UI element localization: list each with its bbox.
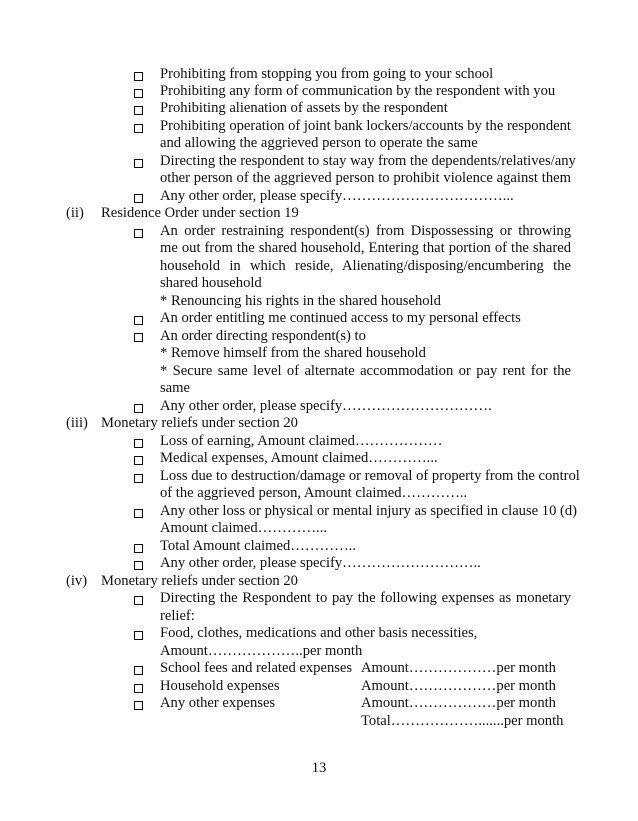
list-item-continued: household in which reside, Alienating/disposing/encumbering the [160,258,571,274]
list-item-continued: * Secure same level of alternate accommodation or pay rent for the [160,363,571,379]
list-item-continued: other person of the aggrieved person to prohibit violence against them [160,170,571,186]
list-item-continued: * Remove himself from the shared household [160,345,426,361]
checkbox[interactable] [134,316,143,325]
section-number: (iv) [66,573,88,589]
checkbox[interactable] [134,89,143,98]
checkbox[interactable] [134,474,143,483]
expense-label: Household expenses [160,678,280,694]
checkbox[interactable] [134,404,143,413]
list-item: Loss due to destruction/damage or removal of property from the control [160,468,580,484]
checkbox[interactable] [134,456,143,465]
list-item: Total Amount claimed………….. [160,538,356,554]
list-item-continued: Amount………………..per month [160,643,363,659]
section-number: (ii) [66,205,84,221]
list-item: An order entitling me continued access to my personal effects [160,310,521,326]
list-item-continued: Amount claimed…………... [160,520,327,536]
checkbox[interactable] [134,72,143,81]
section-title: Monetary reliefs under section 20 [101,573,298,589]
list-item: Prohibiting any form of communication by the respondent with you [160,83,556,99]
expense-label: Any other expenses [160,695,276,711]
checkbox[interactable] [134,544,143,553]
checkbox[interactable] [134,666,143,675]
section-number: (iii) [66,415,88,431]
page-number: 13 [311,760,327,776]
section-title: Monetary reliefs under section 20 [101,415,298,431]
checkbox[interactable] [134,194,143,203]
list-item: An order directing respondent(s) to [160,328,366,344]
checkbox[interactable] [134,159,143,168]
list-item: Any other order, please specify……………………….. [160,555,481,571]
list-item-continued: me out from the shared household, Entering that portion of the shared [160,240,571,256]
list-item-continued: shared household [160,275,262,291]
list-item: Food, clothes, medications and other basis necessities, [160,625,478,641]
list-item: Any other order, please specify……………………………... [160,188,514,204]
expense-amount: Amount………………per month [361,660,556,676]
checkbox[interactable] [134,561,143,570]
expense-amount: Amount………………per month [361,695,556,711]
list-item-continued: of the aggrieved person, Amount claimed………….. [160,485,468,501]
list-item: Any other loss or physical or mental injury as specified in clause 10 (d) [160,503,578,519]
list-item: Loss of earning, Amount claimed……………… [160,433,443,449]
checkbox[interactable] [134,439,143,448]
checkbox[interactable] [134,596,143,605]
list-item-continued: and allowing the aggrieved person to operate the same [160,135,478,151]
section-title: Residence Order under section 19 [101,205,299,221]
list-item: An order restraining respondent(s) from Dispossessing or throwing [160,223,571,239]
expense-total: Total……………….......per month [361,713,564,729]
expense-amount: Amount………………per month [361,678,556,694]
checkbox[interactable] [134,701,143,710]
checkbox[interactable] [134,684,143,693]
checkbox[interactable] [134,229,143,238]
checkbox[interactable] [134,106,143,115]
list-item: Medical expenses, Amount claimed…………... [160,450,438,466]
list-item: Directing the respondent to stay way from the dependents/relatives/any [160,153,576,169]
checkbox[interactable] [134,124,143,133]
list-item-continued: same [160,380,190,396]
list-item: Prohibiting operation of joint bank lockers/accounts by the respondent [160,118,571,134]
list-item: Any other order, please specify…………………………. [160,398,492,414]
checkbox[interactable] [134,333,143,342]
expense-label: School fees and related expenses [160,660,353,676]
list-item: Prohibiting from stopping you from going to your school [160,66,494,82]
list-item-continued: relief: [160,608,195,624]
list-item-continued: * Renouncing his rights in the shared household [160,293,441,309]
list-item: Directing the Respondent to pay the following expenses as monetary [160,590,571,606]
checkbox[interactable] [134,631,143,640]
checkbox[interactable] [134,509,143,518]
list-item: Prohibiting alienation of assets by the respondent [160,100,448,116]
